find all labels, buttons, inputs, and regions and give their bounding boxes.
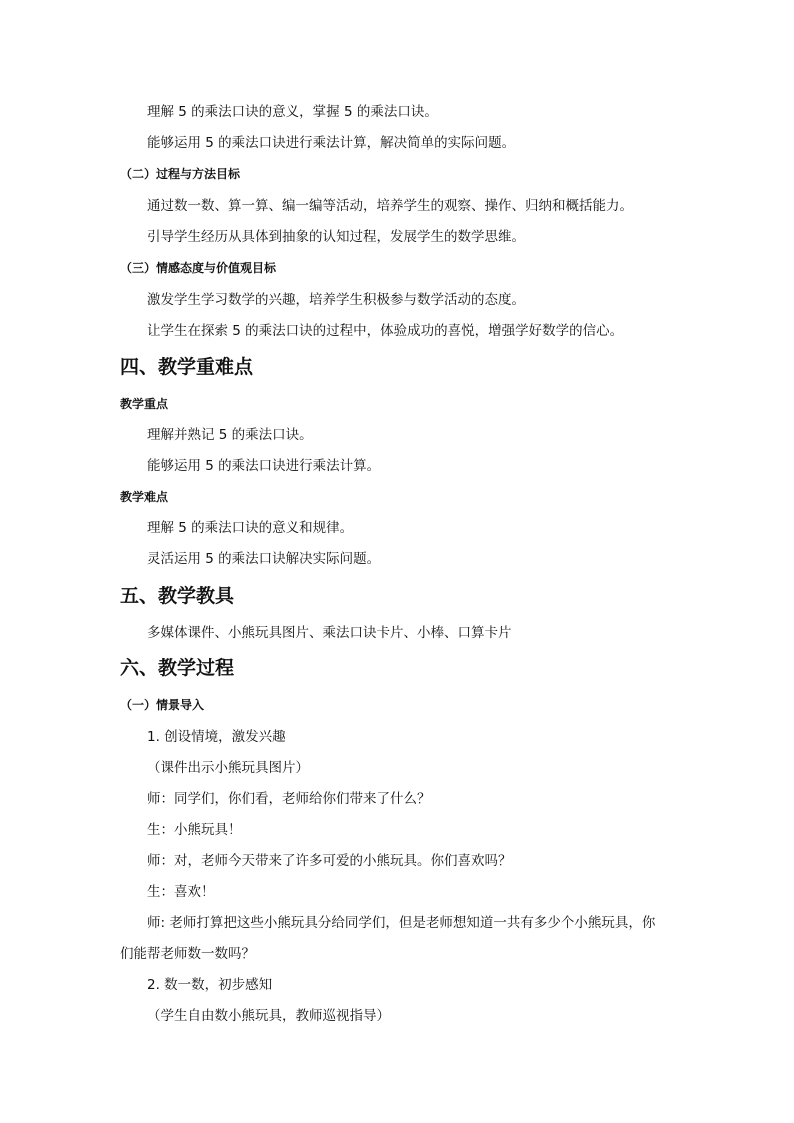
paragraph: 多媒体课件、小熊玩具图片、乘法口诀卡片、小棒、口算卡片 [147,625,512,641]
dialogue-line: 师：对，老师今天带来了许多可爱的小熊玩具。你们喜欢吗？ [147,853,512,869]
subheading-process-goals: （二）过程与方法目标 [120,167,241,181]
paragraph: 能够运用 5 的乘法口诀进行乘法计算，解决简单的实际问题。 [147,135,516,151]
paragraph: 引导学生经历从具体到抽象的认知过程，发展学生的数学思维。 [147,229,525,245]
step-heading: 1. 创设情境，激发兴趣 [147,729,286,745]
dialogue-line-continued: 们能帮老师数一数吗？ [120,946,255,962]
dialogue-line: 师：同学们，你们看，老师给你们带来了什么？ [147,791,431,807]
paragraph: 理解并熟记 5 的乘法口诀。 [147,427,313,443]
section-heading-teaching-process: 六、教学过程 [120,657,235,679]
paragraph: （学生自由数小熊玩具，教师巡视指导） [147,1008,390,1024]
subheading-scene-intro: （一）情景导入 [120,698,205,712]
paragraph: 理解 5 的乘法口诀的意义，掌握 5 的乘法口诀。 [147,104,438,120]
paragraph: 让学生在探索 5 的乘法口诀的过程中，体验成功的喜悦，增强学好数学的信心。 [147,323,624,339]
subheading-difficult: 教学难点 [120,490,169,504]
subheading-emotion-goals: （三）情感态度与价值观目标 [120,261,277,275]
dialogue-line: 生：喜欢！ [147,884,215,900]
subheading-key: 教学重点 [120,397,169,411]
step-heading: 2. 数一数，初步感知 [147,977,273,993]
paragraph: 能够运用 5 的乘法口诀进行乘法计算。 [147,458,381,474]
paragraph: 激发学生学习数学的兴趣，培养学生积极参与数学活动的态度。 [147,292,525,308]
paragraph: 理解 5 的乘法口诀的意义和规律。 [147,520,354,536]
paragraph: （课件出示小熊玩具图片） [147,760,309,776]
dialogue-line: 师: 老师打算把这些小熊玩具分给同学们，但是老师想知道一共有多少个小熊玩具，你 [147,915,656,931]
dialogue-line: 生：小熊玩具！ [147,822,242,838]
section-heading-teaching-aids: 五、教学教具 [120,585,235,607]
paragraph: 灵活运用 5 的乘法口诀解决实际问题。 [147,551,381,567]
section-heading-key-points: 四、教学重难点 [120,356,254,378]
paragraph: 通过数一数、算一算、编一编等活动，培养学生的观察、操作、归纳和概括能力。 [147,198,633,214]
